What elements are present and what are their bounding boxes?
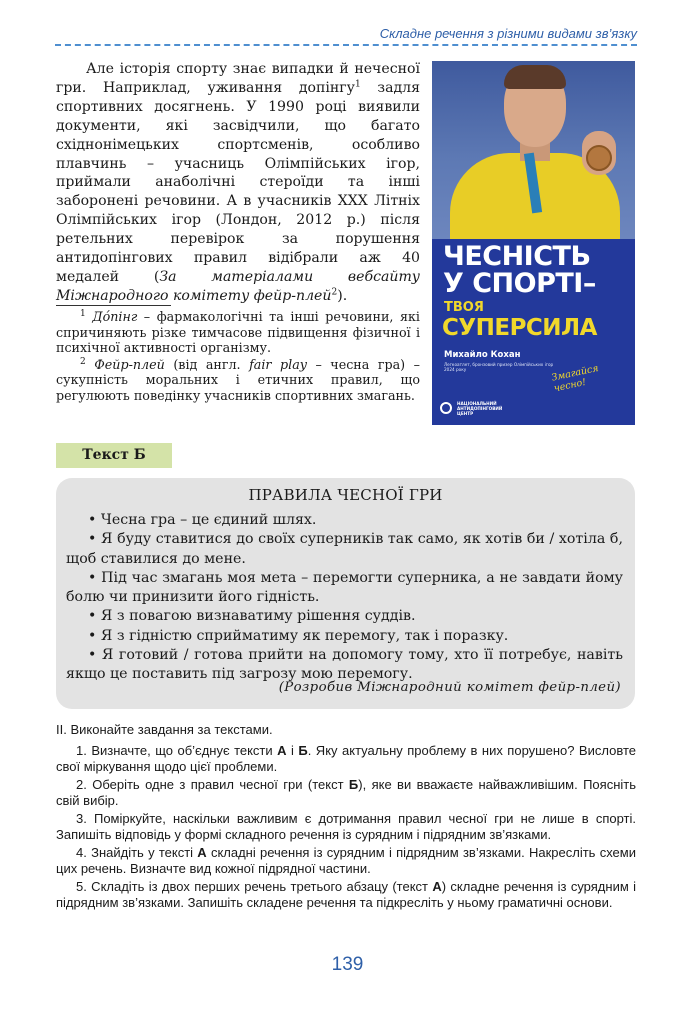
text-a-part2: задля спортивних досягнень. У 1990 році виявили документи, які засвідчили, що багато східнонімецьких спортсменів, особливо плавчинь – учасниць Олімпійських ігор, приймали анаболічні стероїди та інші заборонені речовини. А в учасників XXX Літніх Олімпійських ігор (Лондон, 2012 р.) після ретельних перевірок за порушення антидопінгових правил відібрали аж 40 медалей (	[56, 79, 420, 285]
poster-slogan: Змагайся чесно!	[550, 362, 600, 395]
task-1-text-2: і	[286, 742, 299, 758]
rule-item: • Чесна гра – це єдиний шлях.	[66, 511, 623, 530]
header-divider	[55, 44, 637, 46]
task-4-text-2: складні речення із сурядним і підрядним зв’язками. Накресліть схеми цих речень. Визначте вид кожної підрядної частини.	[56, 844, 636, 876]
athlete-photo	[432, 61, 635, 239]
task-4-text: 4. Знайдіть у тексті	[76, 844, 198, 860]
poster-title-line1: ЧЕСНІСТЬ	[443, 241, 591, 272]
footnote-2-text-after: – чесна гра) – сукупність моральних і етичних правил, що регулюють поведінку учасників спортивних змагань.	[56, 356, 420, 403]
page-number: 139	[331, 954, 364, 975]
poster-footer	[432, 391, 635, 425]
task-3-text: 3. Поміркуйте, наскільки важливим є дотримання правил чесної гри не лише в спорті. Запишіть відповідь у формі складного речення із сурядним і підрядним зв’язками.	[56, 810, 636, 842]
task-1-text-3: . Яку актуальну проблему в них порушено? Висловте свої міркування щодо цієї проблеми.	[56, 742, 636, 774]
rule-item: • Я з гідністю сприйматиму як перемогу, так і поразку.	[66, 627, 623, 646]
rules-source: (Розробив Міжнародний комітет фейр-плей)	[278, 680, 621, 695]
footnote-divider	[56, 305, 171, 306]
footnote-2-foreign: fair play	[249, 356, 307, 372]
task-item-5	[56, 879, 636, 912]
poster-tvoya: ТВОЯ	[444, 300, 484, 315]
footnote-2-term: Фейр-плей	[94, 356, 165, 372]
poster-supersyla: СУПЕРСИЛА	[442, 315, 597, 341]
poster-athlete-description: Легкоатлет, бронзовий призер Олімпійських ігор 2024 року	[444, 362, 554, 372]
text-a-part1: Але історія спорту знає випадки й нечесної гри. Наприклад, уживання допінгу	[56, 61, 420, 96]
rules-list	[66, 511, 623, 685]
running-header: Складне речення з різними видами зв’язку	[379, 26, 637, 41]
antidoping-logo-icon	[440, 402, 452, 414]
rule-item: • Я буду ставитися до своїх суперників так само, як хотів би / хотіла б, щоб ставилися до мене.	[66, 530, 623, 569]
task-5-text: 5. Складіть із двох перших речень третього абзацу (текст	[76, 878, 433, 894]
footnote-1	[56, 309, 420, 356]
footnote-ref-1: 1	[354, 79, 361, 90]
task-1-bold-a: А	[277, 742, 287, 758]
medal-icon	[586, 145, 612, 171]
task-2-text: 2. Оберіть одне з правил чесної гри (текст	[76, 776, 349, 792]
task-item-3	[56, 811, 636, 844]
text-a-source: За матеріалами вебсайту Міжнародного комітету фейр-плей	[56, 268, 420, 304]
footnote-1-term: Дóпінг	[92, 309, 138, 324]
rule-item: • Я з повагою визнаватиму рішення суддів.	[66, 607, 623, 626]
task-4-bold-a: А	[197, 844, 207, 860]
text-b-label: Текст Б	[56, 443, 172, 468]
footnote-2	[56, 357, 420, 404]
antidoping-logo-text: НАЦІОНАЛЬНИЙ АНТИДОПІНГОВИЙ ЦЕНТР	[457, 400, 503, 416]
text-a-paragraph	[56, 60, 420, 306]
footnote-ref-2: 2	[331, 287, 338, 298]
task-item-4	[56, 845, 636, 878]
poster-title	[443, 243, 596, 297]
task-5-bold-a: А	[432, 878, 442, 894]
footnote-1-text: – фармакологічні та інші речовини, які спричиняють різке тимчасове підвищення фізичної і психічної активності організму.	[56, 309, 420, 356]
task-item-2	[56, 777, 636, 810]
task-2-text-2: ), яке ви вважаєте найважливішим. Поясніть свій вибір.	[56, 776, 636, 808]
rule-item: • Під час змагань моя мета – перемогти суперника, а не завдати йому болю чи принизити його гідність.	[66, 569, 623, 608]
rules-title: ПРАВИЛА ЧЕСНОЇ ГРИ	[248, 486, 443, 504]
fair-play-poster	[432, 61, 635, 425]
tasks-heading: ІІ. Виконайте завдання за текстами.	[56, 722, 273, 737]
task-5-text-2: ) складне речення із сурядним і підрядним зв’язками. Запишіть складене речення та підкресліть у ньому граматичні основи.	[56, 878, 636, 910]
poster-title-line2: У СПОРТІ–	[443, 268, 596, 299]
fair-play-rules-box	[56, 478, 635, 709]
tasks-section	[56, 722, 636, 913]
task-2-bold-b: Б	[348, 776, 359, 792]
rule-item: • Я готовий / готова прийти на допомогу тому, хто її потребує, навіть якщо це поставить під загрозу мою перемогу.	[66, 646, 623, 685]
poster-athlete-name: Михайло Кохан	[444, 350, 521, 360]
athlete-hair	[504, 65, 566, 89]
text-a-end: ).	[337, 287, 348, 304]
footnote-2-number: 2	[80, 356, 86, 367]
footnotes	[56, 309, 420, 404]
task-1-bold-b: Б	[298, 742, 308, 758]
footnote-2-text-before: (від англ.	[164, 356, 250, 372]
task-item-1	[56, 743, 636, 776]
task-1-text: 1. Визначте, що об’єднує тексти	[76, 742, 278, 758]
footnote-1-number: 1	[80, 308, 86, 319]
